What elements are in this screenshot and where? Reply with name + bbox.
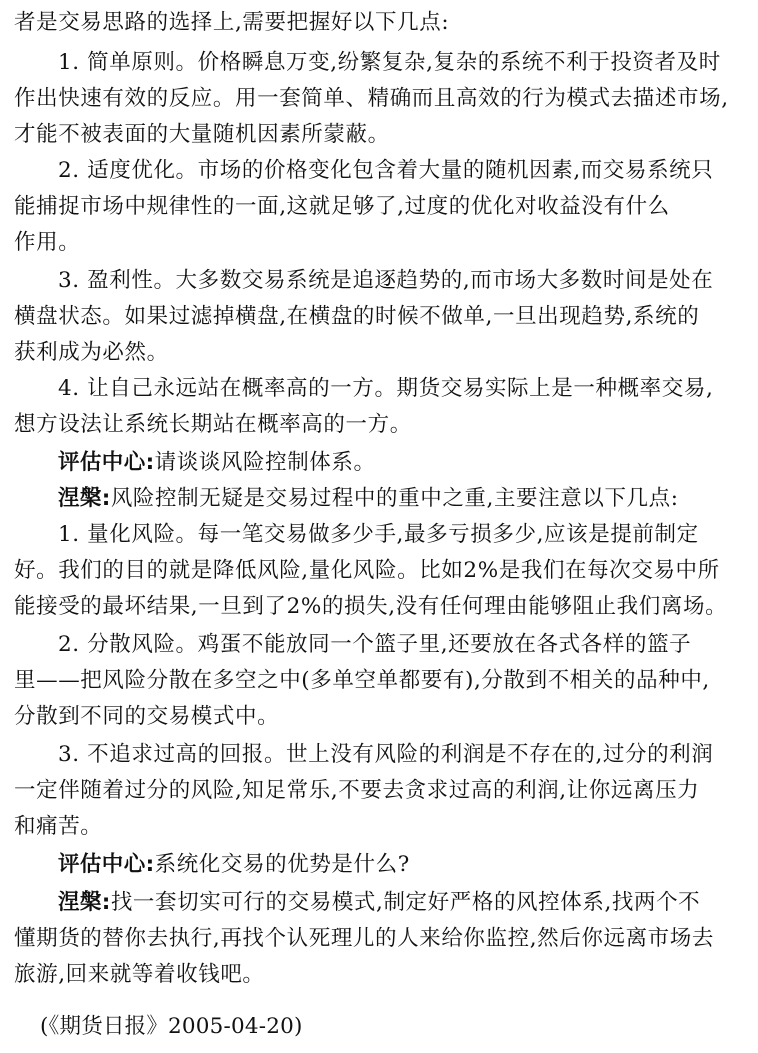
interviewee-label: 涅槃: (58, 890, 111, 915)
text-line: 作用。 (14, 230, 81, 255)
text-line: 4. 让自己永远站在概率高的一方。期货交易实际上是一种概率交易, (58, 376, 714, 401)
text-line: 2. 适度优化。市场的价格变化包含着大量的随机因素,而交易系统只 (58, 158, 714, 183)
answer-line (58, 890, 750, 916)
interviewer-label: 评估中心: (58, 450, 155, 475)
question-line (58, 852, 750, 878)
text-line: 才能不被表面的大量随机因素所蒙蔽。 (14, 122, 390, 147)
text-line: 能捕捉市场中规律性的一面,这就足够了,过度的优化对收益没有什么 (14, 194, 670, 219)
text-line: 横盘状态。如果过滤掉横盘,在横盘的时候不做单,一旦出现趋势,系统的 (14, 304, 700, 329)
text-line: 获利成为必然。 (14, 340, 169, 365)
answer-text: 风险控制无疑是交易过程中的重中之重,主要注意以下几点: (110, 486, 679, 511)
text-line: 1. 简单原则。价格瞬息万变,纷繁复杂,复杂的系统不利于投资者及时 (58, 50, 721, 75)
text-line: 和痛苦。 (14, 814, 103, 839)
text-line: 旅游,回来就等着收钱吧。 (14, 962, 265, 987)
answer-line (58, 486, 750, 512)
text-line: 一定伴随着过分的风险,知足常乐,不要去贪求过高的利润,让你远离压力 (14, 778, 700, 803)
text-line: 1. 量化风险。每一笔交易做多少手,最多亏损多少,应该是提前制定 (58, 522, 699, 547)
text-line: 3. 盈利性。大多数交易系统是追逐趋势的,而市场大多数时间是处在 (58, 268, 714, 293)
source-citation: (《期货日报》2005-04-20) (40, 1014, 303, 1039)
text-line: 能接受的最坏结果,一旦到了2%的损失,没有任何理由能够阻止我们离场。 (14, 594, 728, 619)
question-line (58, 450, 750, 476)
text-line: 想方设法让系统长期站在概率高的一方。 (14, 412, 412, 437)
text-line: 懂期货的替你去执行,再找个认死理儿的人来给你监控,然后你远离市场去 (14, 926, 714, 951)
text-line: 好。我们的目的就是降低风险,量化风险。比如2%是我们在每次交易中所 (14, 558, 720, 583)
question-text: 请谈谈风险控制体系。 (154, 450, 376, 475)
text-line: 里——把风险分散在多空之中(多单空单都要有),分散到不相关的品种中, (14, 668, 710, 693)
text-line: 者是交易思路的选择上,需要把握好以下几点: (14, 10, 450, 35)
question-text: 系统化交易的优势是什么? (154, 852, 410, 877)
interviewer-label: 评估中心: (58, 852, 155, 877)
text-line: 分散到不同的交易模式中。 (14, 704, 280, 729)
interviewee-label: 涅槃: (58, 486, 111, 511)
text-line: 3. 不追求过高的回报。世上没有风险的利润是不存在的,过分的利润 (58, 742, 714, 767)
text-line: 2. 分散风险。鸡蛋不能放同一个篮子里,还要放在各式各样的篮子 (58, 632, 692, 657)
answer-text: 找一套切实可行的交易模式,制定好严格的风控体系,找两个不 (110, 890, 701, 915)
text-line: 作出快速有效的反应。用一套简单、精确而且高效的行为模式去描述市场, (14, 86, 729, 111)
